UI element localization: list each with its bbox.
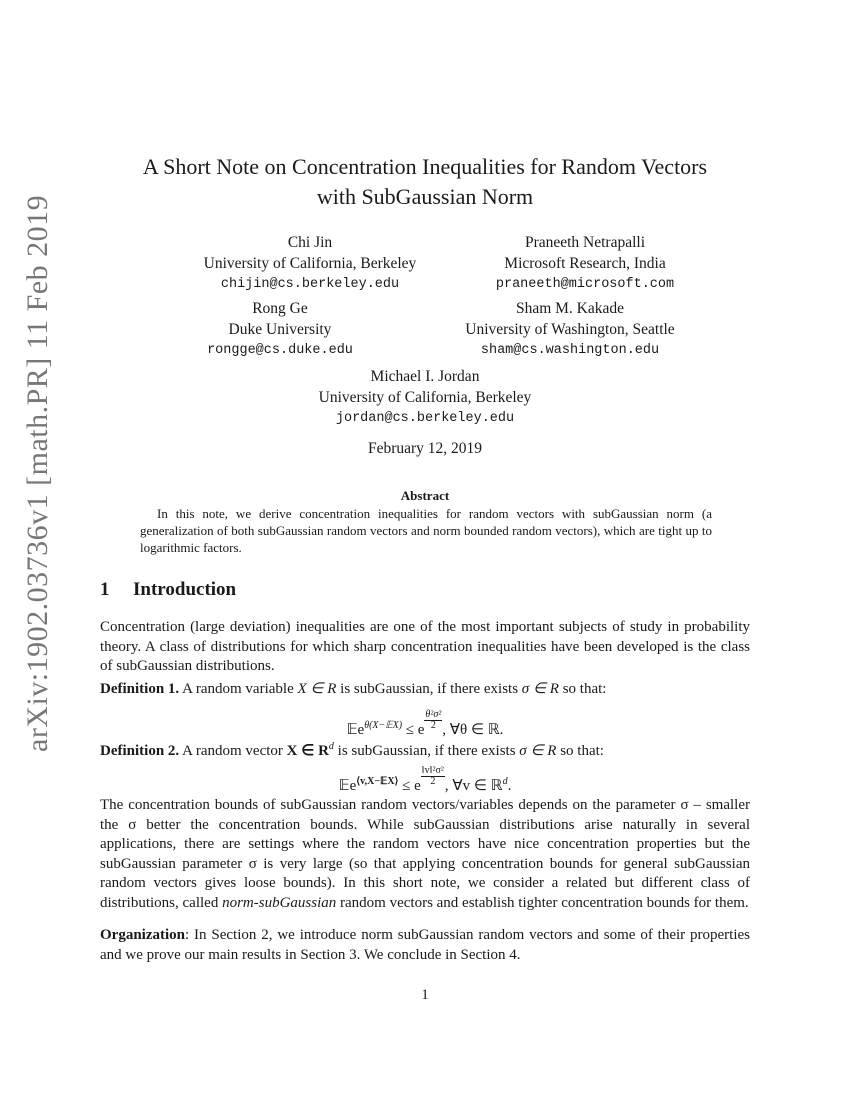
section-heading bbox=[100, 579, 236, 601]
page-number: 1 bbox=[421, 987, 429, 1003]
math-inline: σ ∈ R bbox=[519, 743, 557, 759]
equation-2 bbox=[100, 766, 750, 795]
author-email: jordan@cs.berkeley.edu bbox=[335, 411, 515, 426]
intro-paragraph: Concentration (large deviation) inequalities are one of the most important subjects of study in probability theory. A class of distributions for which sharp concentration inequalities have been developed is the class of subGaussian distributions. bbox=[100, 619, 750, 674]
eq-exponent: θ(X−𝔼X) bbox=[364, 720, 403, 731]
math-inline: X ∈ R bbox=[286, 743, 329, 759]
section-title: Introduction bbox=[133, 579, 237, 600]
eq-mid: ≤ e bbox=[402, 722, 425, 738]
author-affiliation: Microsoft Research, India bbox=[504, 255, 666, 272]
author-rong-ge bbox=[160, 298, 400, 361]
eq-lhs: 𝔼e bbox=[338, 778, 357, 794]
author-praneeth-netrapalli bbox=[435, 232, 735, 295]
paragraph-text: The concentration bounds of subGaussian random vectors/variables depends on the parameter σ – smaller the σ better the concentration bounds. While subGaussian distributions arise naturally in several applications, there are settings where the random vectors have nice concentration properties but the subGaussian parameter σ is very large (so that applying concentration bounds for general subGaussian random vectors gives loose bounds). In this short note, we consider a related but different class of distributions, called bbox=[100, 797, 750, 911]
author-affiliation: University of California, Berkeley bbox=[318, 389, 532, 406]
author-email: sham@cs.washington.edu bbox=[480, 343, 660, 358]
paper-date: February 12, 2019 bbox=[367, 440, 483, 457]
author-michael-jordan bbox=[275, 366, 575, 429]
eq-end: . bbox=[507, 778, 512, 794]
organization-label: Organization bbox=[100, 927, 185, 943]
definition-2 bbox=[100, 737, 750, 762]
paragraph-text: random vectors and establish tighter concentration bounds for them. bbox=[336, 894, 749, 911]
eq-rhs-superscript: d bbox=[502, 776, 508, 787]
equation-1 bbox=[100, 710, 750, 739]
eq-lhs: 𝔼e bbox=[346, 722, 365, 738]
definition-text: is subGaussian, if there exists bbox=[336, 681, 522, 697]
eq-numerator: θ²σ² bbox=[425, 709, 442, 720]
abstract-text: In this note, we derive concentration inequalities for random vectors with subGaussian norm (a generalization of both subGaussian random vectors and norm bounded random vectors), which are tight up to logarithmic factors. bbox=[140, 506, 712, 555]
author-email: chijin@cs.berkeley.edu bbox=[220, 277, 400, 292]
math-inline: σ ∈ R bbox=[521, 681, 559, 697]
author-name: Rong Ge bbox=[252, 300, 308, 317]
title-line-2: with SubGaussian Norm bbox=[316, 184, 534, 209]
eq-denominator: 2 bbox=[430, 720, 436, 731]
author-affiliation: University of Washington, Seattle bbox=[465, 321, 675, 338]
section-number: 1 bbox=[100, 579, 110, 600]
math-superscript: d bbox=[328, 741, 334, 752]
definition-text: so that: bbox=[556, 743, 604, 759]
eq-rhs: , ∀v ∈ ℝ bbox=[444, 778, 503, 794]
eq-fraction bbox=[424, 710, 442, 731]
eq-mid: ≤ e bbox=[398, 778, 421, 794]
author-name: Praneeth Netrapalli bbox=[524, 234, 646, 251]
definition-label: Definition 1. bbox=[100, 681, 180, 697]
body-paragraph bbox=[100, 796, 750, 913]
author-name: Michael I. Jordan bbox=[370, 368, 480, 385]
eq-rhs: , ∀θ ∈ ℝ. bbox=[442, 722, 504, 738]
author-affiliation: University of California, Berkeley bbox=[203, 255, 417, 272]
author-email: praneeth@microsoft.com bbox=[495, 277, 675, 292]
author-affiliation: Duke University bbox=[228, 321, 332, 338]
title-line-1: A Short Note on Concentration Inequalities for Random Vectors bbox=[142, 154, 708, 179]
eq-exponent: ⟨v,X−𝔼X⟩ bbox=[356, 776, 399, 787]
definition-label: Definition 2. bbox=[100, 743, 180, 759]
author-email: rongge@cs.duke.edu bbox=[207, 343, 353, 358]
organization-paragraph bbox=[100, 926, 750, 965]
arxiv-stamp: arXiv:1902.03736v1 [math.PR] 11 Feb 2019 bbox=[21, 194, 54, 752]
definition-text: is subGaussian, if there exists bbox=[333, 743, 520, 759]
author-chi-jin bbox=[160, 232, 460, 295]
author-name: Sham M. Kakade bbox=[515, 300, 625, 317]
math-inline: X ∈ R bbox=[297, 681, 337, 697]
eq-fraction bbox=[421, 766, 445, 787]
author-name: Chi Jin bbox=[287, 234, 333, 251]
eq-denominator: 2 bbox=[430, 776, 436, 787]
abstract-heading: Abstract bbox=[400, 488, 450, 503]
paragraph-text: : In Section 2, we introduce norm subGaussian random vectors and some of their properties and we prove our main results in Section 3. We conclude in Section 4. bbox=[100, 927, 750, 963]
paper-title bbox=[100, 152, 750, 212]
definition-text: A random vector bbox=[182, 743, 287, 759]
author-sham-kakade bbox=[400, 298, 740, 361]
eq-numerator: ‖v‖²σ² bbox=[421, 765, 444, 776]
definition-1 bbox=[100, 680, 750, 700]
emphasis-text: norm-subGaussian bbox=[222, 894, 337, 911]
definition-text: A random variable bbox=[182, 681, 298, 697]
definition-text: so that: bbox=[558, 681, 607, 697]
